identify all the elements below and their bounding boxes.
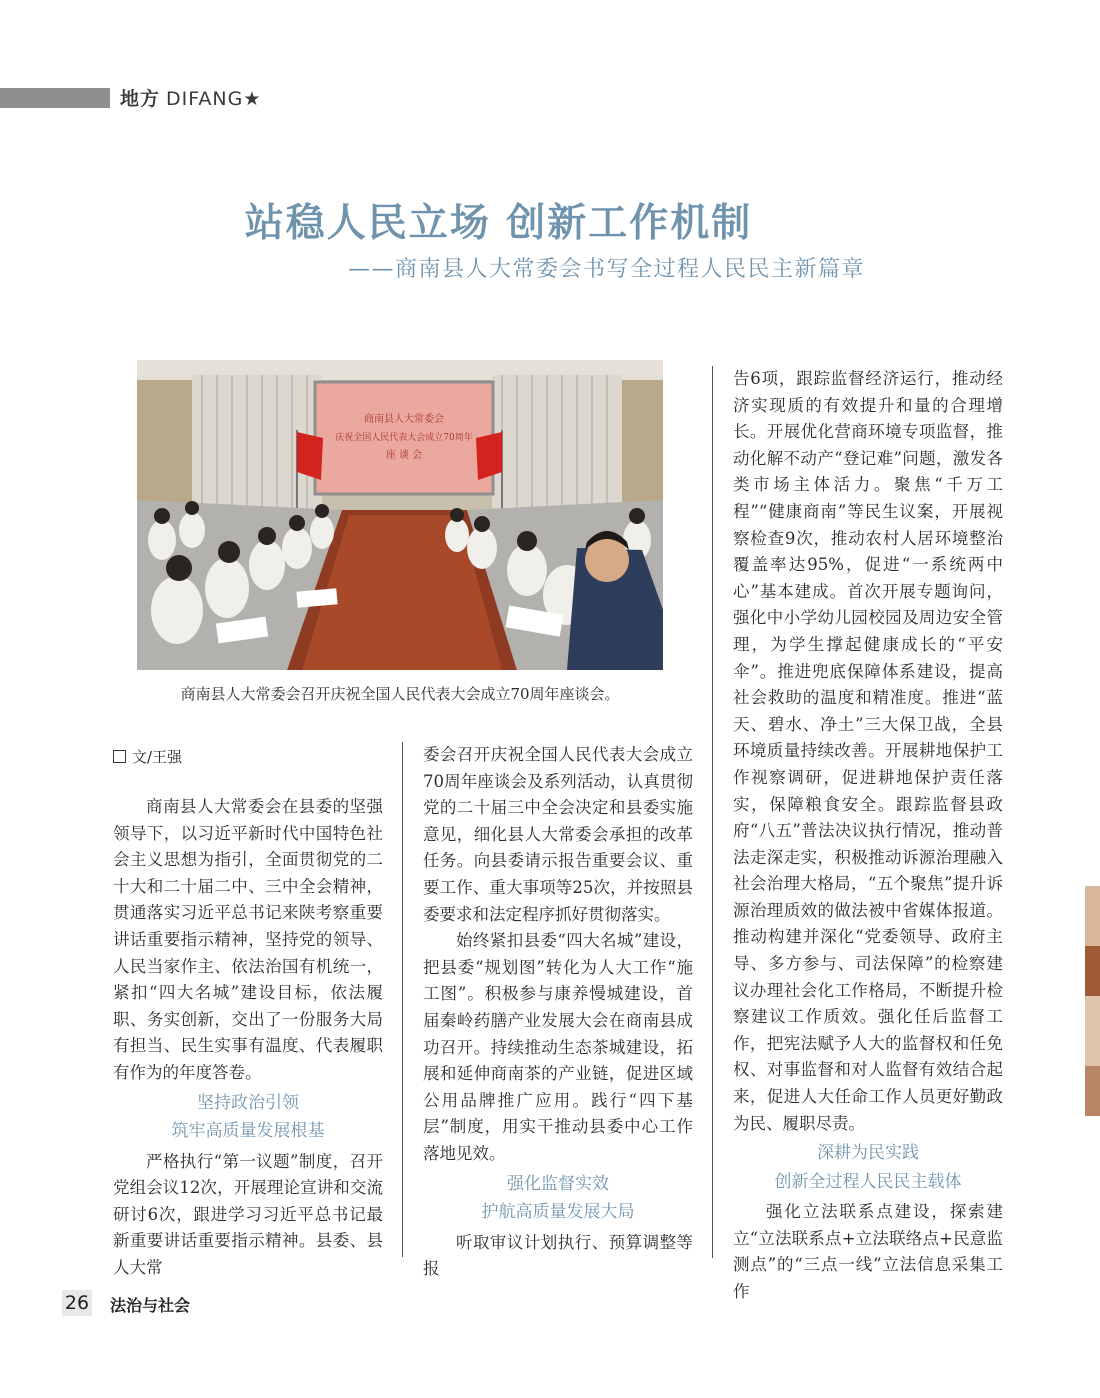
magazine-name: 法治与社会: [110, 1296, 191, 1315]
svg-text:座 谈 会: 座 谈 会: [385, 450, 423, 461]
paragraph: 委会召开庆祝全国人民代表大会成立70周年座谈会及系列活动，认真贯彻党的二十届三中全会决定和县委实施意见，细化县人大常委会承担的改革任务。向县委请示报告重要会议、重要工作、重大事项等25次，并按照县委要求和法定程序抓好贯彻落实。: [423, 745, 693, 924]
article-title: 站稳人民立场 创新工作机制: [244, 201, 753, 246]
header-bar: [0, 88, 110, 108]
meeting-photo: [137, 360, 663, 670]
paragraph: 始终紧扣县委“四大名城”建设，把县委“规划图”转化为人大工作“施工图”。积极参与康养慢城建设，首届秦岭药膳产业发展大会在商南县成功召开。持续推动生态茶城建设，拓展和延伸商南茶的产业链，促进区域公用品牌推广应用。践行“四下基层”制度，用实干推动县委中心工作落地见效。: [423, 931, 693, 1163]
column-3: [733, 366, 1003, 1306]
paragraph: 严格执行“第一议题”制度，召开党组会议12次，开展理论宣讲和交流研讨6次，跟进学习习近平总书记最新重要讲话重要指示精神。县委、县人大常: [113, 1151, 383, 1277]
photo-caption: 商南县人大常委会召开庆祝全国人民代表大会成立70周年座谈会。: [180, 685, 620, 703]
paragraph: 告6项，跟踪监督经济运行，推动经济实现质的有效提升和量的合理增长。开展优化营商环境专项监督，推动化解不动产“登记难”问题，激发各类市场主体活力。聚焦“千万工程”“健康商南”等民生议案，开展视察检查9次，推动农村人居环境整治覆盖率达95%，促进“一系统两中心”基本建成。首次开展专题询问，强化中小学幼儿园校园及周边安全管理，为学生撑起健康成长的“平安伞”。推进兜底保障体系建设，提高社会救助的温度和精准度。推进“蓝天、碧水、净土”三大保卫战，全县环境质量持续改善。开展耕地保护工作视察调研，促进耕地保护责任落实，保障粮食安全。跟踪监督县政府“八五”普法决议执行情况，推动普法走深走实，积极推动诉源治理融入社会治理大格局，“五个聚焦”提升诉源治理质效的做法被中省媒体报道。推动构建并深化“党委领导、政府主导、多方参与、司法保障”的检察建议办理社会化工作格局，不断提升检察建议工作质效。强化任后监督工作，把宪法赋予人大的监督权和任免权、对事监督和对人监督有效结合起来，促进人大任命工作人员更好勤政为民、履职尽责。: [733, 369, 1003, 1133]
column-1: [113, 744, 383, 1282]
section-name-cn: 地方: [120, 88, 161, 110]
page-number: 26: [62, 1290, 92, 1316]
byline: 文/王强: [113, 744, 383, 794]
article-subtitle: ——商南县人大常委会书写全过程人民民主新篇章: [348, 257, 866, 282]
svg-text:庆祝全国人民代表大会成立70周年: 庆祝全国人民代表大会成立70周年: [335, 433, 473, 443]
column-divider: [402, 742, 403, 1257]
section-heading: 强化监督实效 护航高质量发展大局: [481, 1173, 635, 1222]
section-header: [120, 84, 261, 111]
paragraph: 强化立法联系点建设，探索建立“立法联系点+立法联络点+民意监测点”的“三点一线”立法信息采集工作: [733, 1202, 1003, 1301]
section-heading: 坚持政治引领 筑牢高质量发展根基: [171, 1092, 325, 1142]
column-2: [423, 742, 693, 1283]
svg-text:商南县人大常委会: 商南县人大常委会: [364, 414, 444, 425]
star-icon: ★: [243, 88, 262, 110]
adjacent-page-photo-edge: [1085, 886, 1100, 1116]
square-icon: [113, 750, 126, 763]
section-heading: 深耕为民实践 创新全过程人民民主载体: [774, 1143, 962, 1192]
section-name-en: DIFANG: [166, 88, 244, 110]
column-divider: [712, 366, 713, 1258]
paragraph: 商南县人大常委会在县委的坚强领导下，以习近平新时代中国特色社会主义思想为指引，全面贯彻党的二十大和二十届二中、三中全会精神，贯通落实习近平总书记来陕考察重要讲话重要指示精神，坚持党的领导、人民当家作主、依法治国有机统一，紧扣“四大名城”建设目标，依法履职、务实创新，交出了一份服务大局有担当、民生实事有温度、代表履职有作为的年度答卷。: [113, 797, 383, 1082]
paragraph: 听取审议计划执行、预算调整等报: [423, 1232, 693, 1279]
